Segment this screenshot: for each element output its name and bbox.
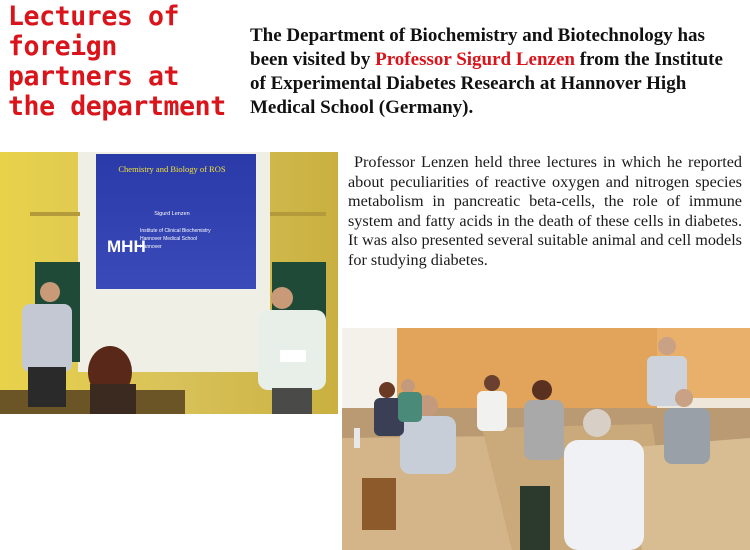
person-left-legs [28, 367, 66, 407]
chair-2 [520, 486, 550, 550]
intro-paragraph [250, 24, 740, 120]
bottle [354, 428, 360, 448]
page-title [8, 2, 238, 122]
slide-affiliation-3: Hannover [140, 244, 162, 250]
attendee-3-head [532, 380, 552, 400]
title-line-2: foreign [8, 31, 117, 62]
slide-title: Chemistry and Biology of ROS [118, 164, 226, 174]
presenter-head [658, 337, 676, 355]
intro-text-before: The Department of Biochemistry and Biotechnology has been visited by [250, 25, 705, 70]
person-right-head [271, 287, 293, 309]
lecture-description: Professor Lenzen held three lectures in which he reported about peculiarities of reactive oxygen and nitrogen species metabolism in pancreatic beta-cells, the role of immune system and fatty acids in the death of these cells in diabetes. It was also presented several suitable animal and cell models for studying diabetes. [348, 153, 742, 269]
attendee-7-head [401, 379, 415, 393]
slide-author: Sigurd Lenzen [154, 211, 190, 217]
slide-affiliation-1: Institute of Clinical Biochemistry [140, 228, 211, 234]
attendee-3-body [524, 400, 564, 460]
attendee-1-body [400, 416, 456, 474]
lecture-photo [0, 152, 338, 414]
slide-affiliation-2: Hannover Medical School [140, 236, 197, 242]
attendee-2-head [583, 409, 611, 437]
slide [96, 154, 256, 289]
attendee-4-body [664, 408, 710, 464]
person-left-head [40, 282, 60, 302]
person-right-legs [272, 388, 312, 414]
chair-1 [362, 478, 396, 530]
window-curtains [397, 328, 657, 408]
professor-name: Professor Sigurd Lenzen [375, 49, 575, 70]
wall-rail-right [270, 212, 326, 216]
wall-rail [30, 212, 80, 216]
attendee-7-body [398, 392, 422, 422]
attendee-4-head [675, 389, 693, 407]
attendee-2-body [564, 440, 644, 550]
intro-text-after: from the Institute of Experimental Diabetes Research at Hannover High Medical School (Germany). [250, 49, 723, 118]
slide-logo: MHH [107, 237, 146, 256]
title-line-1: Lectures of [8, 1, 180, 32]
audience-photo [342, 328, 750, 550]
audience-photo-drawing [342, 328, 750, 550]
lecture-photo-drawing [0, 152, 338, 414]
person-left-body [22, 304, 72, 372]
title-line-4: the department [8, 91, 226, 122]
attendee-6-body [477, 391, 507, 431]
attendee-6-head [484, 375, 500, 391]
seated-woman-body [90, 384, 136, 414]
person-right-paper [280, 350, 306, 362]
title-line-3: partners at [8, 61, 180, 92]
attendee-5-head [379, 382, 395, 398]
